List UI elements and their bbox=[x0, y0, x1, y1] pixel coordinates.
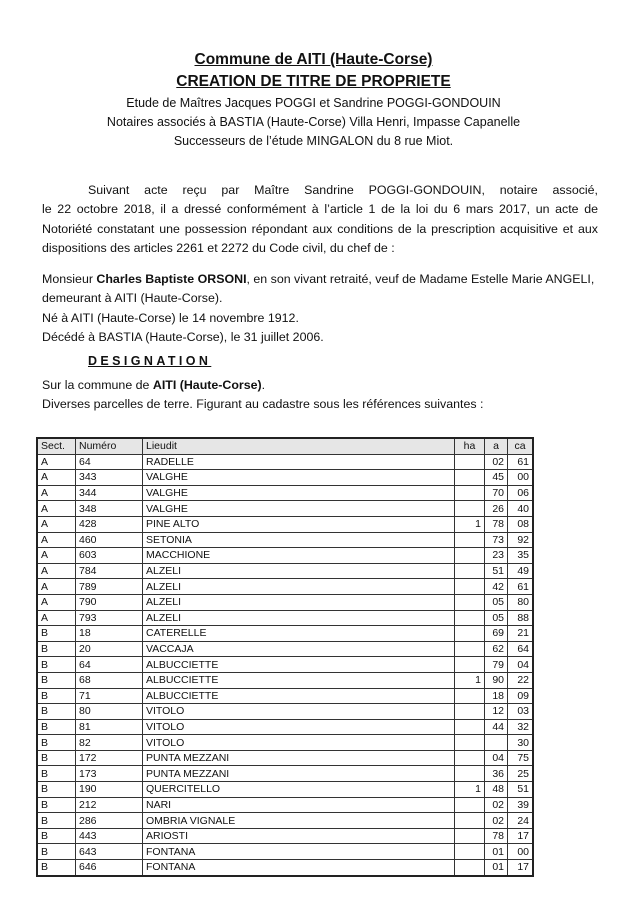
cell-numero: 81 bbox=[76, 719, 143, 735]
cell-numero: 286 bbox=[76, 813, 143, 829]
cell-ha bbox=[455, 532, 485, 548]
table-row bbox=[37, 657, 533, 673]
cell-ha bbox=[455, 594, 485, 610]
cell-ca: 61 bbox=[508, 579, 534, 595]
cell-numero: 789 bbox=[76, 579, 143, 595]
cell-ca: 09 bbox=[508, 688, 534, 704]
cell-a: 05 bbox=[485, 610, 508, 626]
cell-sect: B bbox=[37, 688, 76, 704]
table-row bbox=[37, 860, 533, 876]
cell-a: 02 bbox=[485, 813, 508, 829]
commune-suffix: . bbox=[261, 378, 266, 392]
cell-ca: 61 bbox=[508, 454, 534, 470]
cell-lieudit: QUERCITELLO bbox=[143, 782, 455, 798]
cell-lieudit: VITOLO bbox=[143, 719, 455, 735]
cell-ha bbox=[455, 860, 485, 876]
cell-a: 42 bbox=[485, 579, 508, 595]
col-header-ca: ca bbox=[508, 438, 534, 454]
cell-ha: 1 bbox=[455, 782, 485, 798]
cell-lieudit: VITOLO bbox=[143, 704, 455, 720]
cell-ha bbox=[455, 813, 485, 829]
cell-a: 12 bbox=[485, 704, 508, 720]
cell-a: 48 bbox=[485, 782, 508, 798]
cell-a: 45 bbox=[485, 470, 508, 486]
cell-numero: 790 bbox=[76, 594, 143, 610]
cell-ca: 49 bbox=[508, 563, 534, 579]
cell-ca: 39 bbox=[508, 797, 534, 813]
cell-numero: 646 bbox=[76, 860, 143, 876]
cell-a: 02 bbox=[485, 454, 508, 470]
cell-ca: 25 bbox=[508, 766, 534, 782]
cell-sect: A bbox=[37, 516, 76, 532]
intro-first-line: Suivant acte reçu par Maître Sandrine POGGI-GONDOUIN, notaire associé, bbox=[88, 183, 598, 197]
cell-sect: A bbox=[37, 501, 76, 517]
cell-a: 44 bbox=[485, 719, 508, 735]
cell-ha bbox=[455, 626, 485, 642]
cell-a bbox=[485, 735, 508, 751]
table-row bbox=[37, 454, 533, 470]
cell-sect: B bbox=[37, 750, 76, 766]
col-header-ha: ha bbox=[455, 438, 485, 454]
cell-ca: 06 bbox=[508, 485, 534, 501]
cell-numero: 172 bbox=[76, 750, 143, 766]
commune-title: Commune de AITI (Haute-Corse) bbox=[194, 51, 433, 68]
cell-lieudit: ALZELI bbox=[143, 579, 455, 595]
table-row bbox=[37, 828, 533, 844]
document-title: CREATION DE TITRE DE PROPRIETE bbox=[176, 73, 451, 90]
cell-ha bbox=[455, 501, 485, 517]
notary-line-3: Successeurs de l’étude MINGALON du 8 rue Miot. bbox=[173, 134, 454, 148]
cell-sect: B bbox=[37, 860, 76, 876]
cell-ha bbox=[455, 470, 485, 486]
table-row bbox=[37, 594, 533, 610]
table-row bbox=[37, 626, 533, 642]
cell-lieudit: ALBUCCIETTE bbox=[143, 657, 455, 673]
cell-ca: 32 bbox=[508, 719, 534, 735]
cell-a: 23 bbox=[485, 548, 508, 564]
cell-sect: A bbox=[37, 594, 76, 610]
notary-line-2: Notaires associés à BASTIA (Haute-Corse) Villa Henri, Impasse Capanelle bbox=[106, 115, 521, 129]
notary-line-1: Etude de Maîtres Jacques POGGI et Sandrine POGGI-GONDOUIN bbox=[126, 96, 501, 110]
commune-line bbox=[42, 376, 598, 395]
cell-sect: A bbox=[37, 610, 76, 626]
col-header-sect: Sect. bbox=[37, 438, 76, 454]
table-row bbox=[37, 735, 533, 751]
cell-lieudit: PUNTA MEZZANI bbox=[143, 750, 455, 766]
cell-ha bbox=[455, 828, 485, 844]
col-header-a: a bbox=[485, 438, 508, 454]
commune-name: AITI (Haute-Corse) bbox=[152, 378, 262, 392]
cell-ha bbox=[455, 688, 485, 704]
cell-ca: 03 bbox=[508, 704, 534, 720]
cell-a: 18 bbox=[485, 688, 508, 704]
cell-ca: 51 bbox=[508, 782, 534, 798]
cell-ha bbox=[455, 579, 485, 595]
cell-a: 36 bbox=[485, 766, 508, 782]
cell-numero: 348 bbox=[76, 501, 143, 517]
cell-lieudit: OMBRIA VIGNALE bbox=[143, 813, 455, 829]
designation-paragraph bbox=[42, 376, 598, 415]
table-row bbox=[37, 704, 533, 720]
cell-numero: 344 bbox=[76, 485, 143, 501]
cell-a: 69 bbox=[485, 626, 508, 642]
cell-lieudit: VACCAJA bbox=[143, 641, 455, 657]
cell-sect: A bbox=[37, 532, 76, 548]
cell-sect: B bbox=[37, 828, 76, 844]
cell-ha bbox=[455, 750, 485, 766]
cell-sect: A bbox=[37, 470, 76, 486]
table-row bbox=[37, 766, 533, 782]
cell-numero: 428 bbox=[76, 516, 143, 532]
cell-ca: 00 bbox=[508, 470, 534, 486]
person-paragraph bbox=[42, 270, 598, 347]
table-row bbox=[37, 672, 533, 688]
cell-sect: B bbox=[37, 641, 76, 657]
cell-ha bbox=[455, 610, 485, 626]
cell-numero: 643 bbox=[76, 844, 143, 860]
cell-numero: 20 bbox=[76, 641, 143, 657]
cell-numero: 793 bbox=[76, 610, 143, 626]
cell-ha bbox=[455, 797, 485, 813]
cell-lieudit: MACCHIONE bbox=[143, 548, 455, 564]
table-row bbox=[37, 485, 533, 501]
cell-lieudit: PUNTA MEZZANI bbox=[143, 766, 455, 782]
cell-sect: B bbox=[37, 704, 76, 720]
person-desc: , en son vivant retraité, veuf de Madame Estelle Marie ANGELI, demeurant à AITI (Haute-Corse). bbox=[42, 272, 595, 306]
cell-ha bbox=[455, 485, 485, 501]
cell-ha bbox=[455, 704, 485, 720]
cell-sect: A bbox=[37, 563, 76, 579]
cell-numero: 173 bbox=[76, 766, 143, 782]
table-header-row bbox=[37, 438, 533, 454]
commune-prefix: Sur la commune de bbox=[42, 378, 153, 392]
cell-ha bbox=[455, 735, 485, 751]
cell-lieudit: ALZELI bbox=[143, 594, 455, 610]
cell-sect: B bbox=[37, 844, 76, 860]
cell-ha bbox=[455, 657, 485, 673]
table-row bbox=[37, 516, 533, 532]
table-row bbox=[37, 470, 533, 486]
cell-sect: B bbox=[37, 672, 76, 688]
cell-numero: 64 bbox=[76, 657, 143, 673]
cell-ca: 30 bbox=[508, 735, 534, 751]
cell-numero: 603 bbox=[76, 548, 143, 564]
cell-a: 73 bbox=[485, 532, 508, 548]
cell-sect: A bbox=[37, 485, 76, 501]
cell-a: 90 bbox=[485, 672, 508, 688]
cell-ca: 00 bbox=[508, 844, 534, 860]
table-row bbox=[37, 579, 533, 595]
cell-numero: 71 bbox=[76, 688, 143, 704]
cell-sect: B bbox=[37, 766, 76, 782]
person-birth: Né à AITI (Haute-Corse) le 14 novembre 1912. bbox=[42, 310, 299, 325]
cell-sect: B bbox=[37, 657, 76, 673]
cell-a: 02 bbox=[485, 797, 508, 813]
cell-sect: B bbox=[37, 626, 76, 642]
cell-ca: 24 bbox=[508, 813, 534, 829]
person-description bbox=[42, 270, 598, 309]
cell-a: 01 bbox=[485, 860, 508, 876]
cell-a: 79 bbox=[485, 657, 508, 673]
cell-ca: 75 bbox=[508, 750, 534, 766]
parcels-intro: Diverses parcelles de terre. Figurant au cadastre sous les références suivantes : bbox=[42, 397, 484, 412]
cell-ha bbox=[455, 719, 485, 735]
intro-paragraph bbox=[42, 181, 598, 258]
cell-numero: 18 bbox=[76, 626, 143, 642]
table-row bbox=[37, 782, 533, 798]
cell-sect: B bbox=[37, 813, 76, 829]
table-row bbox=[37, 719, 533, 735]
cell-sect: A bbox=[37, 579, 76, 595]
cell-ca: 04 bbox=[508, 657, 534, 673]
table-row bbox=[37, 610, 533, 626]
person-prefix: Monsieur bbox=[42, 272, 97, 286]
cell-ha: 1 bbox=[455, 516, 485, 532]
col-header-lieudit: Lieudit bbox=[143, 438, 455, 454]
cell-numero: 212 bbox=[76, 797, 143, 813]
cell-a: 01 bbox=[485, 844, 508, 860]
cell-ca: 17 bbox=[508, 860, 534, 876]
cell-ca: 64 bbox=[508, 641, 534, 657]
cell-lieudit: VALGHE bbox=[143, 470, 455, 486]
cell-ca: 35 bbox=[508, 548, 534, 564]
cell-lieudit: CATERELLE bbox=[143, 626, 455, 642]
cell-lieudit: ALBUCCIETTE bbox=[143, 688, 455, 704]
cell-a: 70 bbox=[485, 485, 508, 501]
cell-sect: A bbox=[37, 454, 76, 470]
cell-lieudit: ALBUCCIETTE bbox=[143, 672, 455, 688]
cell-a: 51 bbox=[485, 563, 508, 579]
cell-a: 05 bbox=[485, 594, 508, 610]
cell-ca: 21 bbox=[508, 626, 534, 642]
cell-numero: 80 bbox=[76, 704, 143, 720]
intro-rest: le 22 octobre 2018, il a dressé conformément à l’article 1 de la loi du 6 mars 2017, un acte de Notoriété constatant une possession répondant aux conditions de la prescription acquisitive et aux dispositions des articles 2261 et 2272 du Code civil, du chef de : bbox=[42, 202, 598, 255]
cell-ha bbox=[455, 641, 485, 657]
cell-numero: 82 bbox=[76, 735, 143, 751]
table-row bbox=[37, 750, 533, 766]
cell-ha: 1 bbox=[455, 672, 485, 688]
cell-lieudit: NARI bbox=[143, 797, 455, 813]
cell-ca: 22 bbox=[508, 672, 534, 688]
cell-ca: 80 bbox=[508, 594, 534, 610]
col-header-numero: Numéro bbox=[76, 438, 143, 454]
table-row bbox=[37, 501, 533, 517]
cell-ca: 88 bbox=[508, 610, 534, 626]
cell-numero: 190 bbox=[76, 782, 143, 798]
table-row bbox=[37, 641, 533, 657]
cell-numero: 784 bbox=[76, 563, 143, 579]
cell-ca: 17 bbox=[508, 828, 534, 844]
cell-ca: 08 bbox=[508, 516, 534, 532]
cell-ha bbox=[455, 844, 485, 860]
cell-a: 78 bbox=[485, 828, 508, 844]
cell-a: 78 bbox=[485, 516, 508, 532]
cell-numero: 68 bbox=[76, 672, 143, 688]
person-death: Décédé à BASTIA (Haute-Corse), le 31 juillet 2006. bbox=[42, 329, 324, 344]
cadastre-table bbox=[36, 437, 534, 877]
cell-a: 62 bbox=[485, 641, 508, 657]
table-row bbox=[37, 844, 533, 860]
cell-a: 04 bbox=[485, 750, 508, 766]
cell-sect: B bbox=[37, 735, 76, 751]
cell-ha bbox=[455, 548, 485, 564]
designation-heading: DESIGNATION bbox=[88, 354, 212, 368]
table-row bbox=[37, 688, 533, 704]
cell-numero: 443 bbox=[76, 828, 143, 844]
cell-lieudit: ARIOSTI bbox=[143, 828, 455, 844]
cell-numero: 460 bbox=[76, 532, 143, 548]
table-row bbox=[37, 563, 533, 579]
cell-lieudit: FONTANA bbox=[143, 844, 455, 860]
cell-numero: 343 bbox=[76, 470, 143, 486]
cell-a: 26 bbox=[485, 501, 508, 517]
cell-lieudit: ALZELI bbox=[143, 610, 455, 626]
cell-lieudit: FONTANA bbox=[143, 860, 455, 876]
table-row bbox=[37, 797, 533, 813]
table-row bbox=[37, 548, 533, 564]
cell-lieudit: SETONIA bbox=[143, 532, 455, 548]
cell-sect: B bbox=[37, 719, 76, 735]
cell-ha bbox=[455, 454, 485, 470]
cell-sect: A bbox=[37, 548, 76, 564]
cell-ca: 92 bbox=[508, 532, 534, 548]
cell-sect: B bbox=[37, 782, 76, 798]
cell-ha bbox=[455, 766, 485, 782]
cell-sect: B bbox=[37, 797, 76, 813]
cell-lieudit: VALGHE bbox=[143, 501, 455, 517]
table-row bbox=[37, 532, 533, 548]
cell-ha bbox=[455, 563, 485, 579]
table-row bbox=[37, 813, 533, 829]
cell-lieudit: ALZELI bbox=[143, 563, 455, 579]
cell-numero: 64 bbox=[76, 454, 143, 470]
cell-lieudit: VITOLO bbox=[143, 735, 455, 751]
cell-lieudit: VALGHE bbox=[143, 485, 455, 501]
cell-lieudit: PINE ALTO bbox=[143, 516, 455, 532]
person-name: Charles Baptiste ORSONI bbox=[96, 272, 247, 286]
cell-lieudit: RADELLE bbox=[143, 454, 455, 470]
cell-ca: 40 bbox=[508, 501, 534, 517]
